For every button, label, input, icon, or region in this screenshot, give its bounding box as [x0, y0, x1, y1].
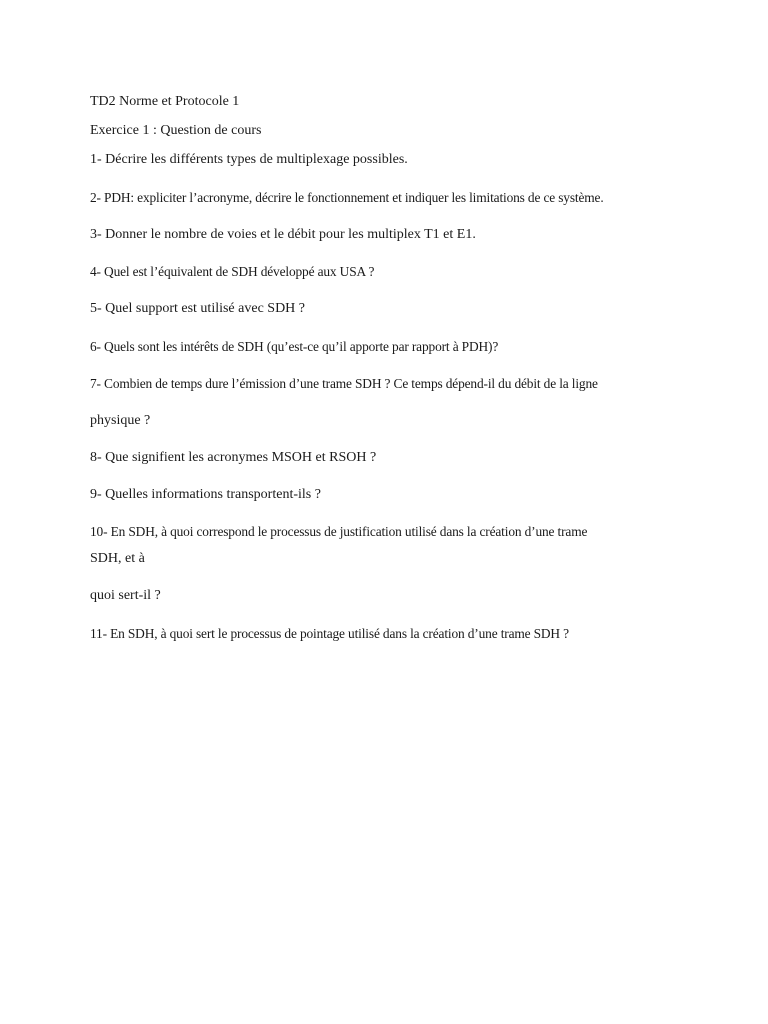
question-10: 10- En SDH, à quoi correspond le processus de justification utilisé dans la création d’une trame — [90, 524, 588, 539]
question-9: 9- Quelles informations transportent-ils ? — [90, 487, 321, 502]
question-10-continuation-2: quoi sert-il ? — [90, 588, 161, 603]
question-3: 3- Donner le nombre de voies et le débit pour les multiplex T1 et E1. — [90, 227, 476, 242]
document-title: TD2 Norme et Protocole 1 — [90, 94, 240, 109]
question-11: 11- En SDH, à quoi sert le processus de pointage utilisé dans la création d’une trame SDH ? — [90, 626, 569, 641]
question-4: 4- Quel est l’équivalent de SDH développé aux USA ? — [90, 264, 375, 279]
question-7: 7- Combien de temps dure l’émission d’une trame SDH ? Ce temps dépend-il du débit de la ligne — [90, 376, 598, 391]
question-5: 5- Quel support est utilisé avec SDH ? — [90, 301, 306, 316]
question-7-continuation: physique ? — [90, 413, 151, 428]
question-2: 2- PDH: expliciter l’acronyme, décrire le fonctionnement et indiquer les limitations de ce système. — [90, 190, 604, 205]
exercise-heading: Exercice 1 : Question de cours — [90, 123, 262, 138]
question-10-continuation-1: SDH, et à — [90, 551, 145, 566]
question-6: 6- Quels sont les intérêts de SDH (qu’est-ce qu’il apporte par rapport à PDH)? — [90, 339, 499, 354]
question-8: 8- Que signifient les acronymes MSOH et RSOH ? — [90, 450, 377, 465]
question-1: 1- Décrire les différents types de multiplexage possibles. — [90, 152, 408, 167]
